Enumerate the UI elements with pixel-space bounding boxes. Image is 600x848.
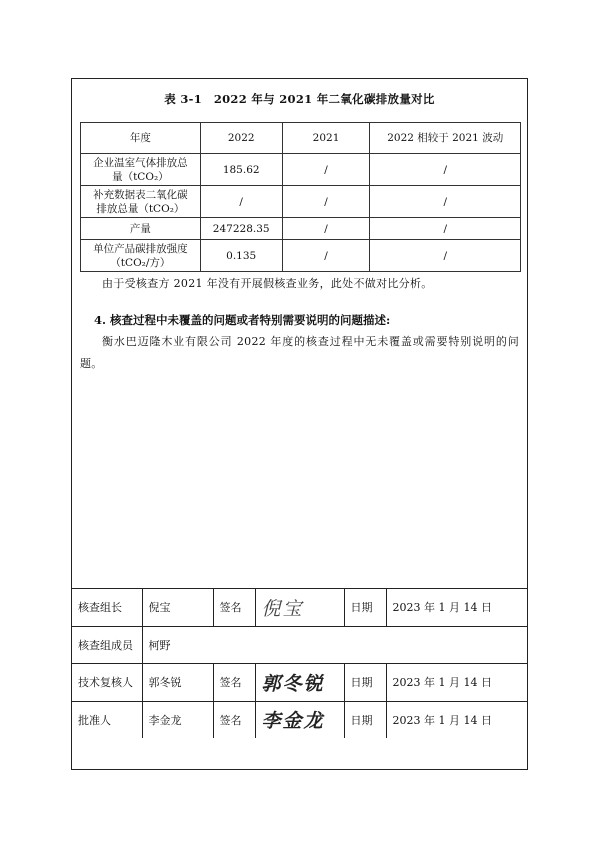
date-label: 日期 bbox=[344, 701, 386, 738]
team-leader-signature bbox=[255, 589, 344, 627]
cell-change: / bbox=[370, 218, 521, 240]
cell-change: / bbox=[370, 240, 521, 272]
header-2021: 2021 bbox=[282, 123, 370, 154]
header-2022: 2022 bbox=[200, 123, 282, 154]
date-label: 日期 bbox=[344, 589, 386, 627]
reviewer-name: 郭冬锐 bbox=[142, 664, 213, 702]
row-label-line: 量（tCO₂） bbox=[112, 170, 169, 183]
sign-label: 签名 bbox=[213, 589, 255, 627]
cell-2022: 247228.35 bbox=[200, 218, 282, 240]
approver-date: 2023 年 1 月 14 日 bbox=[386, 701, 527, 738]
cell-change: / bbox=[370, 186, 521, 218]
report-page-frame bbox=[71, 78, 528, 770]
approver-signature bbox=[255, 701, 344, 738]
approver-name: 李金龙 bbox=[142, 701, 213, 738]
sign-label: 签名 bbox=[213, 701, 255, 738]
row-label-line: 排放总量（tCO₂） bbox=[96, 202, 185, 215]
section-4-title: 4. 核查过程中未覆盖的问题或者特别需要说明的问题描述: bbox=[94, 313, 391, 327]
signoff-row-team-members bbox=[72, 626, 527, 664]
table-row bbox=[81, 186, 521, 218]
cell-change: / bbox=[370, 154, 521, 186]
cell-2021: / bbox=[282, 240, 370, 272]
team-leader-label: 核查组长 bbox=[72, 589, 142, 627]
signoff-table bbox=[72, 588, 527, 738]
table-row bbox=[81, 154, 521, 186]
cell-2022: 0.135 bbox=[200, 240, 282, 272]
row-label-line: （tCO₂/方） bbox=[110, 256, 171, 269]
sign-label: 签名 bbox=[213, 664, 255, 702]
cell-2021: / bbox=[282, 186, 370, 218]
team-members-name: 柯野 bbox=[142, 626, 527, 664]
table-header-row bbox=[81, 123, 521, 154]
row-label-line: 单位产品碳排放强度 bbox=[93, 242, 188, 255]
row-label: 产量 bbox=[81, 218, 201, 240]
signoff-row-approver bbox=[72, 701, 527, 738]
row-label bbox=[81, 154, 201, 186]
comparison-note: 由于受核查方 2021 年没有开展假核查业务，此处不做对比分析。 bbox=[102, 277, 433, 290]
emissions-comparison-table bbox=[80, 122, 521, 272]
cell-2022: / bbox=[200, 186, 282, 218]
handwritten-signature: 郭冬锐 bbox=[261, 672, 325, 695]
team-leader-date: 2023 年 1 月 14 日 bbox=[386, 589, 527, 627]
table-caption: 表 3-1 2022 年与 2021 年二氧化碳排放量对比 bbox=[164, 92, 435, 106]
row-label-line: 企业温室气体排放总 bbox=[93, 156, 188, 169]
section-4-body: 衡水巴迈隆木业有限公司 2022 年度的核查过程中无未覆盖或需要特别说明的问题。 bbox=[80, 335, 519, 370]
reviewer-signature bbox=[255, 664, 344, 702]
date-label: 日期 bbox=[344, 664, 386, 702]
row-label bbox=[81, 186, 201, 218]
approver-label: 批准人 bbox=[72, 701, 142, 738]
handwritten-signature: 倪宝 bbox=[261, 597, 304, 620]
reviewer-label: 技术复核人 bbox=[72, 664, 142, 702]
table-row bbox=[81, 240, 521, 272]
header-change: 2022 相较于 2021 波动 bbox=[370, 123, 521, 154]
reviewer-date: 2023 年 1 月 14 日 bbox=[386, 664, 527, 702]
row-label-line: 补充数据表二氧化碳 bbox=[93, 188, 188, 201]
cell-2021: / bbox=[282, 154, 370, 186]
table-row bbox=[81, 218, 521, 240]
team-members-label: 核查组成员 bbox=[72, 626, 142, 664]
signoff-row-team-leader bbox=[72, 589, 527, 627]
team-leader-name: 倪宝 bbox=[142, 589, 213, 627]
cell-2022: 185.62 bbox=[200, 154, 282, 186]
header-year: 年度 bbox=[81, 123, 201, 154]
signoff-row-reviewer bbox=[72, 664, 527, 702]
row-label bbox=[81, 240, 201, 272]
handwritten-signature: 李金龙 bbox=[261, 710, 325, 733]
cell-2021: / bbox=[282, 218, 370, 240]
